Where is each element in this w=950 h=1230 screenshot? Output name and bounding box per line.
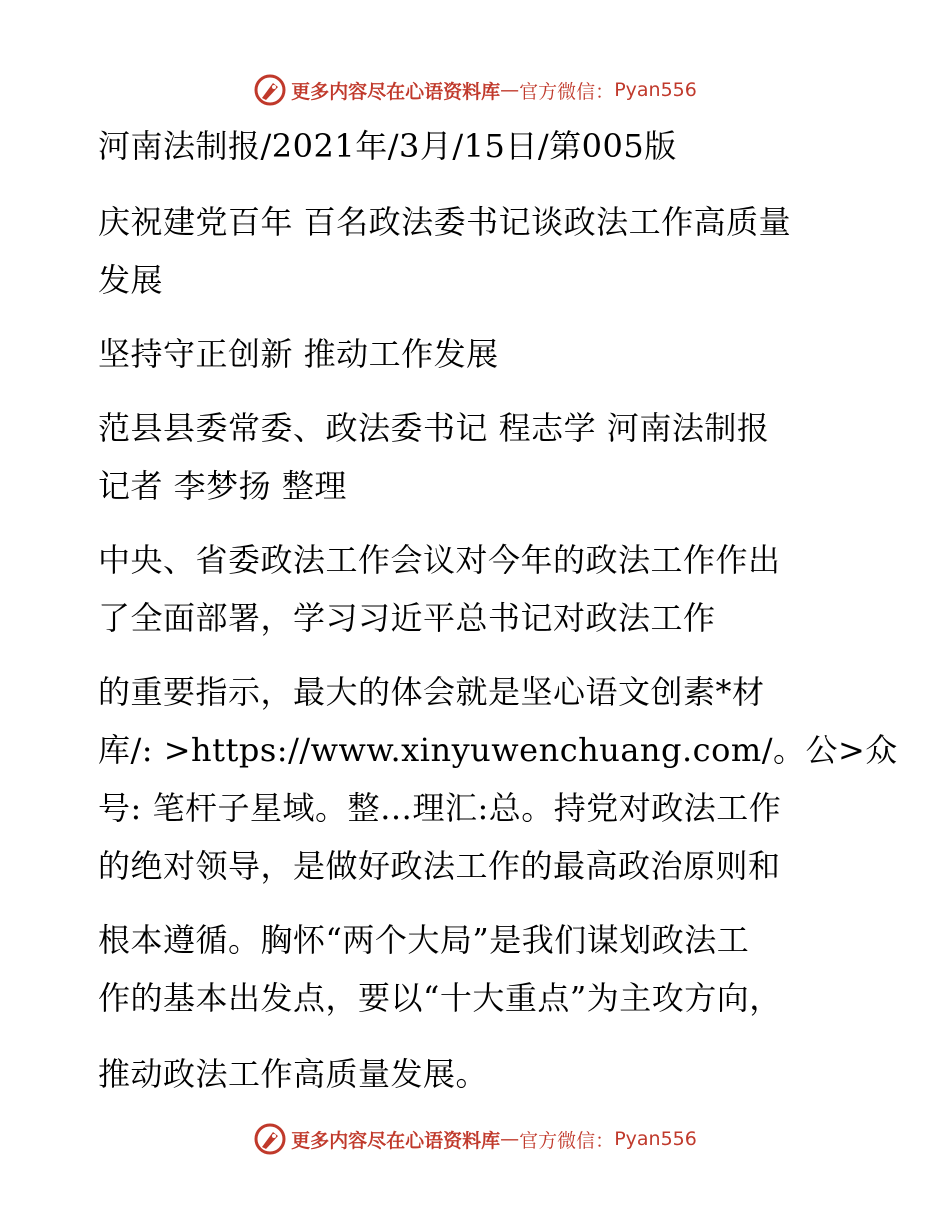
doc-line-body: 的重要指示，最大的体会就是坚心语文创素*材: [98, 673, 765, 711]
banner-wechat-id: Pyan556: [614, 1128, 697, 1150]
doc-line-body: 推动政法工作高质量发展。: [98, 1055, 489, 1093]
pen-nib-logo-icon: [253, 1122, 287, 1156]
doc-line-body: 中央、省委政法工作会议对今年的政法工作作出: [98, 541, 781, 579]
banner-wechat-id: Pyan556: [614, 79, 697, 101]
doc-line-author-2: 记者 李梦扬 整理: [98, 467, 347, 505]
footer-banner: [0, 1119, 950, 1159]
doc-line-body: 库/: >https://www.xinyuwenchuang.com/。公>众: [98, 731, 898, 769]
doc-line-source: 河南法制报/2021年/3月/15日/第005版: [98, 127, 677, 165]
doc-line-body: 根本遵循。胸怀“两个大局”是我们谋划政法工: [98, 921, 750, 959]
banner-separator: —: [500, 1128, 520, 1150]
doc-line-body: 号: 笔杆子星域。整…理汇:总。持党对政法工作: [98, 789, 782, 827]
banner-wechat-label: 官方微信：: [519, 1129, 615, 1152]
banner-text: 更多内容尽在心语资料库: [291, 80, 501, 103]
doc-line-subtitle: 坚持守正创新 推动工作发展: [98, 335, 499, 373]
banner-text: 更多内容尽在心语资料库: [291, 1129, 501, 1152]
doc-line-headline-1: 庆祝建党百年 百名政法委书记谈政法工作高质量: [98, 203, 792, 241]
doc-line-author-1: 范县县委常委、政法委书记 程志学 河南法制报: [98, 409, 770, 447]
banner-separator: —: [500, 79, 520, 101]
doc-line-body: 作的基本出发点，要以“十大重点”为主攻方向，: [98, 979, 782, 1017]
doc-line-headline-2: 发展: [98, 261, 164, 299]
banner-wechat-label: 官方微信：: [519, 80, 615, 103]
doc-line-body: 的绝对领导，是做好政法工作的最高政治原则和: [98, 847, 781, 885]
doc-line-body: 了全面部署，学习习近平总书记对政法工作: [98, 599, 716, 637]
pen-nib-logo-icon: [253, 73, 287, 107]
header-banner: [0, 70, 950, 110]
